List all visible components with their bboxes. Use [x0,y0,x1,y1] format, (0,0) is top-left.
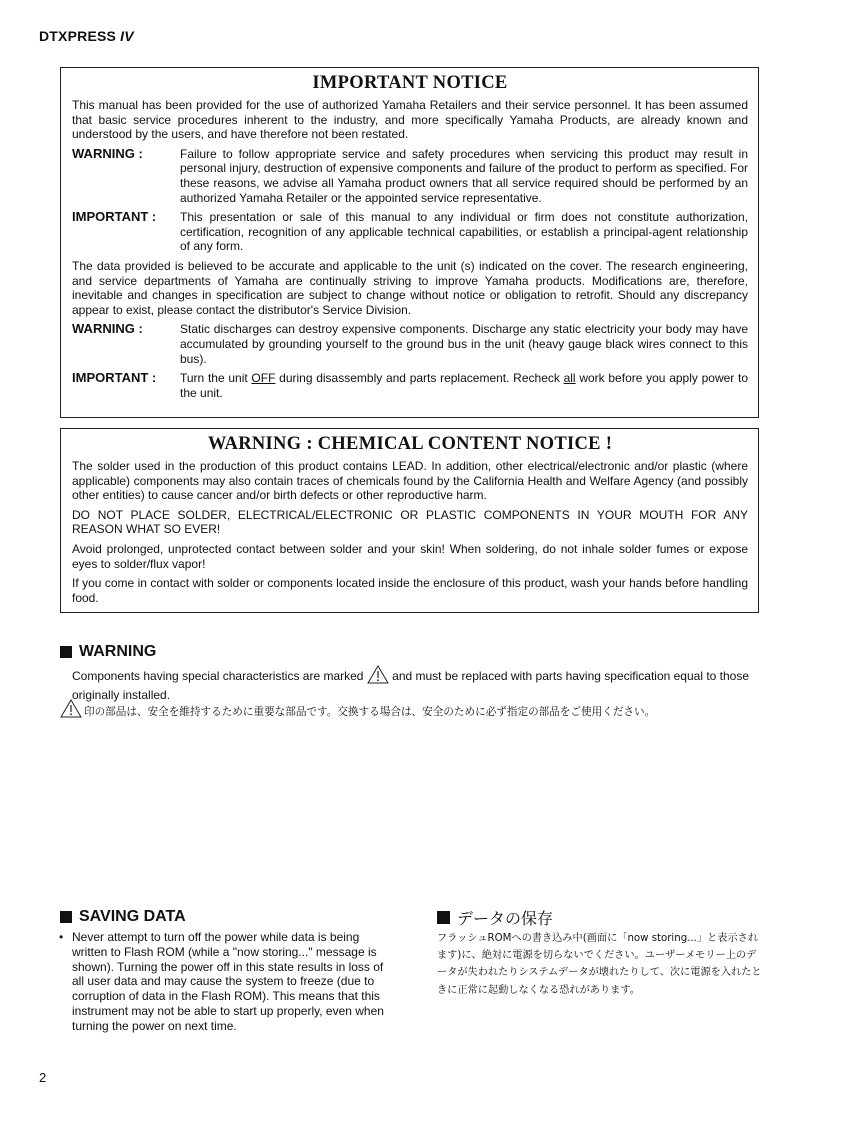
warning-components-text [72,665,752,703]
japanese-warning-text: 印の部品は、安全を維持するために重要な部品です。交換する場合は、安全のために必ず指定の部品をご使用ください。 [84,705,656,718]
chemical-para-4: If you come in contact with solder or components located inside the enclosure of this product, wash your hands before handling food. [72,576,748,605]
square-bullet-icon [437,911,450,924]
saving-data-jp-heading [437,906,553,929]
chemical-para-1: The solder used in the production of this product contains LEAD. In addition, other electrical/electronic and/or plastic (where applicable) components may also contain traces of chemicals found by the California Health and Welfare Agency (and possibly other entities) to cause cancer and/or birth defects or other reproductive harm. [72,459,748,503]
saving-data-jp-heading-text: データの保存 [457,909,554,928]
square-bullet-icon [60,911,72,923]
chemical-para-3: Avoid prolonged, unprotected contact between solder and your skin! When soldering, do not inhale solder fumes or expose eyes to solder/flux vapor! [72,541,748,571]
important-text-2-part2: during disassembly and parts replacement. Recheck [275,371,564,386]
caution-triangle-icon [367,665,389,688]
warning-heading-text: WARNING [79,643,157,660]
important-notice-box [60,67,759,418]
bullet-icon: • [59,930,64,944]
important-label-1: IMPORTANT : [72,209,157,225]
important-text-2-part1: Turn the unit [180,371,252,386]
saving-data-text [59,930,385,1034]
warning-label-2: WARNING : [72,321,143,337]
saving-data-heading [60,908,186,926]
saving-data-heading-text: SAVING DATA [79,908,186,925]
warning-heading [60,643,156,661]
warning-label-1: WARNING : [72,145,143,161]
page-number: 2 [39,1070,47,1085]
saving-data-body: Never attempt to turn off the power while data is being written to Flash ROM (while a "now storing..." message is shown). Turning the power off in this state results in loss of all user data and may cause the system to freeze (due to corruption of data in the Flash ROM). This means that this instrument may not be able to start up properly, even when turning the power on next time. [72,930,384,1033]
model-version: IV [120,28,134,44]
important-text-1: This presentation or sale of this manual to any individual or firm does not constitute authorization, certification, recognition of any applicable technical capabilities, or establish a principal-agent relationship of any form. [180,210,748,254]
important-text-2-part3: work before you apply power to the unit. [180,371,749,400]
warning-row-1 [72,147,748,205]
warning-text-1: Failure to follow appropriate service and safety procedures when servicing this product may result in personal injury, destruction of expensive components and failure of the product to perform as specified. For these reasons, we advise all Yamaha product owners that all service required should be performed by an authorized Yamaha Retailer or the appointed service representative. [180,146,748,205]
warning-text-after-icon: and must be replaced with parts having specification equal to those originally installed. [72,669,750,702]
caution-triangle-icon [60,699,82,724]
chemical-notice-box [60,428,759,613]
square-bullet-icon [60,646,72,658]
important-notice-title: IMPORTANT NOTICE [312,73,508,93]
important-text-2 [180,371,748,400]
important-label-2: IMPORTANT : [72,370,157,386]
important-row-1 [72,210,748,254]
off-underlined: OFF [251,371,276,386]
important-row-2 [72,371,748,400]
warning-text-2: Static discharges can destroy expensive components. Discharge any static electricity your body may have accumulated by grounding yourself to the ground bus in the unit (heavy gauge black wires connect to this bus). [180,322,748,366]
page-header [39,28,134,44]
chemical-para-2: DO NOT PLACE SOLDER, ELECTRICAL/ELECTRONIC OR PLASTIC COMPONENTS IN YOUR MOUTH FOR ANY REASON WHAT SO EVER! [72,507,748,537]
data-disclaimer: The data provided is believed to be accurate and applicable to the unit (s) indicated on the cover. The research engineering, and service departments of Yamaha are continually striving to improve Yamaha products. Modifications are, therefore, inevitable and changes in specification are subject to change without notice or obligation to retrofit. Should any discrepancy appear to exist, please contact the distributor's Service Division. [72,258,748,317]
saving-data-jp-text: フラッシュROMへの書き込み中(画面に「now storing...」と表示されます)に、絶対に電源を切らないでください。ユーザーメモリー上のデータが失われたりシステムデータが壊れたりして、次に電源を入れたときに正常に起動しなくなる恐れがあります。 [437,933,762,996]
important-notice-intro: This manual has been provided for the use of authorized Yamaha Retailers and their service personnel. It has been assumed that basic service procedures inherent to the industry, and more specifically Yamaha Products, are already known and understood by the users, and have therefore not been restated. [72,98,748,142]
model-name: DTXPRESS [39,28,117,44]
warning-text-before-icon: Components having special characteristics are marked [72,669,367,683]
japanese-warning [60,699,655,724]
chemical-notice-title: WARNING : CHEMICAL CONTENT NOTICE ! [207,434,613,454]
all-underlined: all [563,371,576,386]
warning-row-2 [72,322,748,366]
